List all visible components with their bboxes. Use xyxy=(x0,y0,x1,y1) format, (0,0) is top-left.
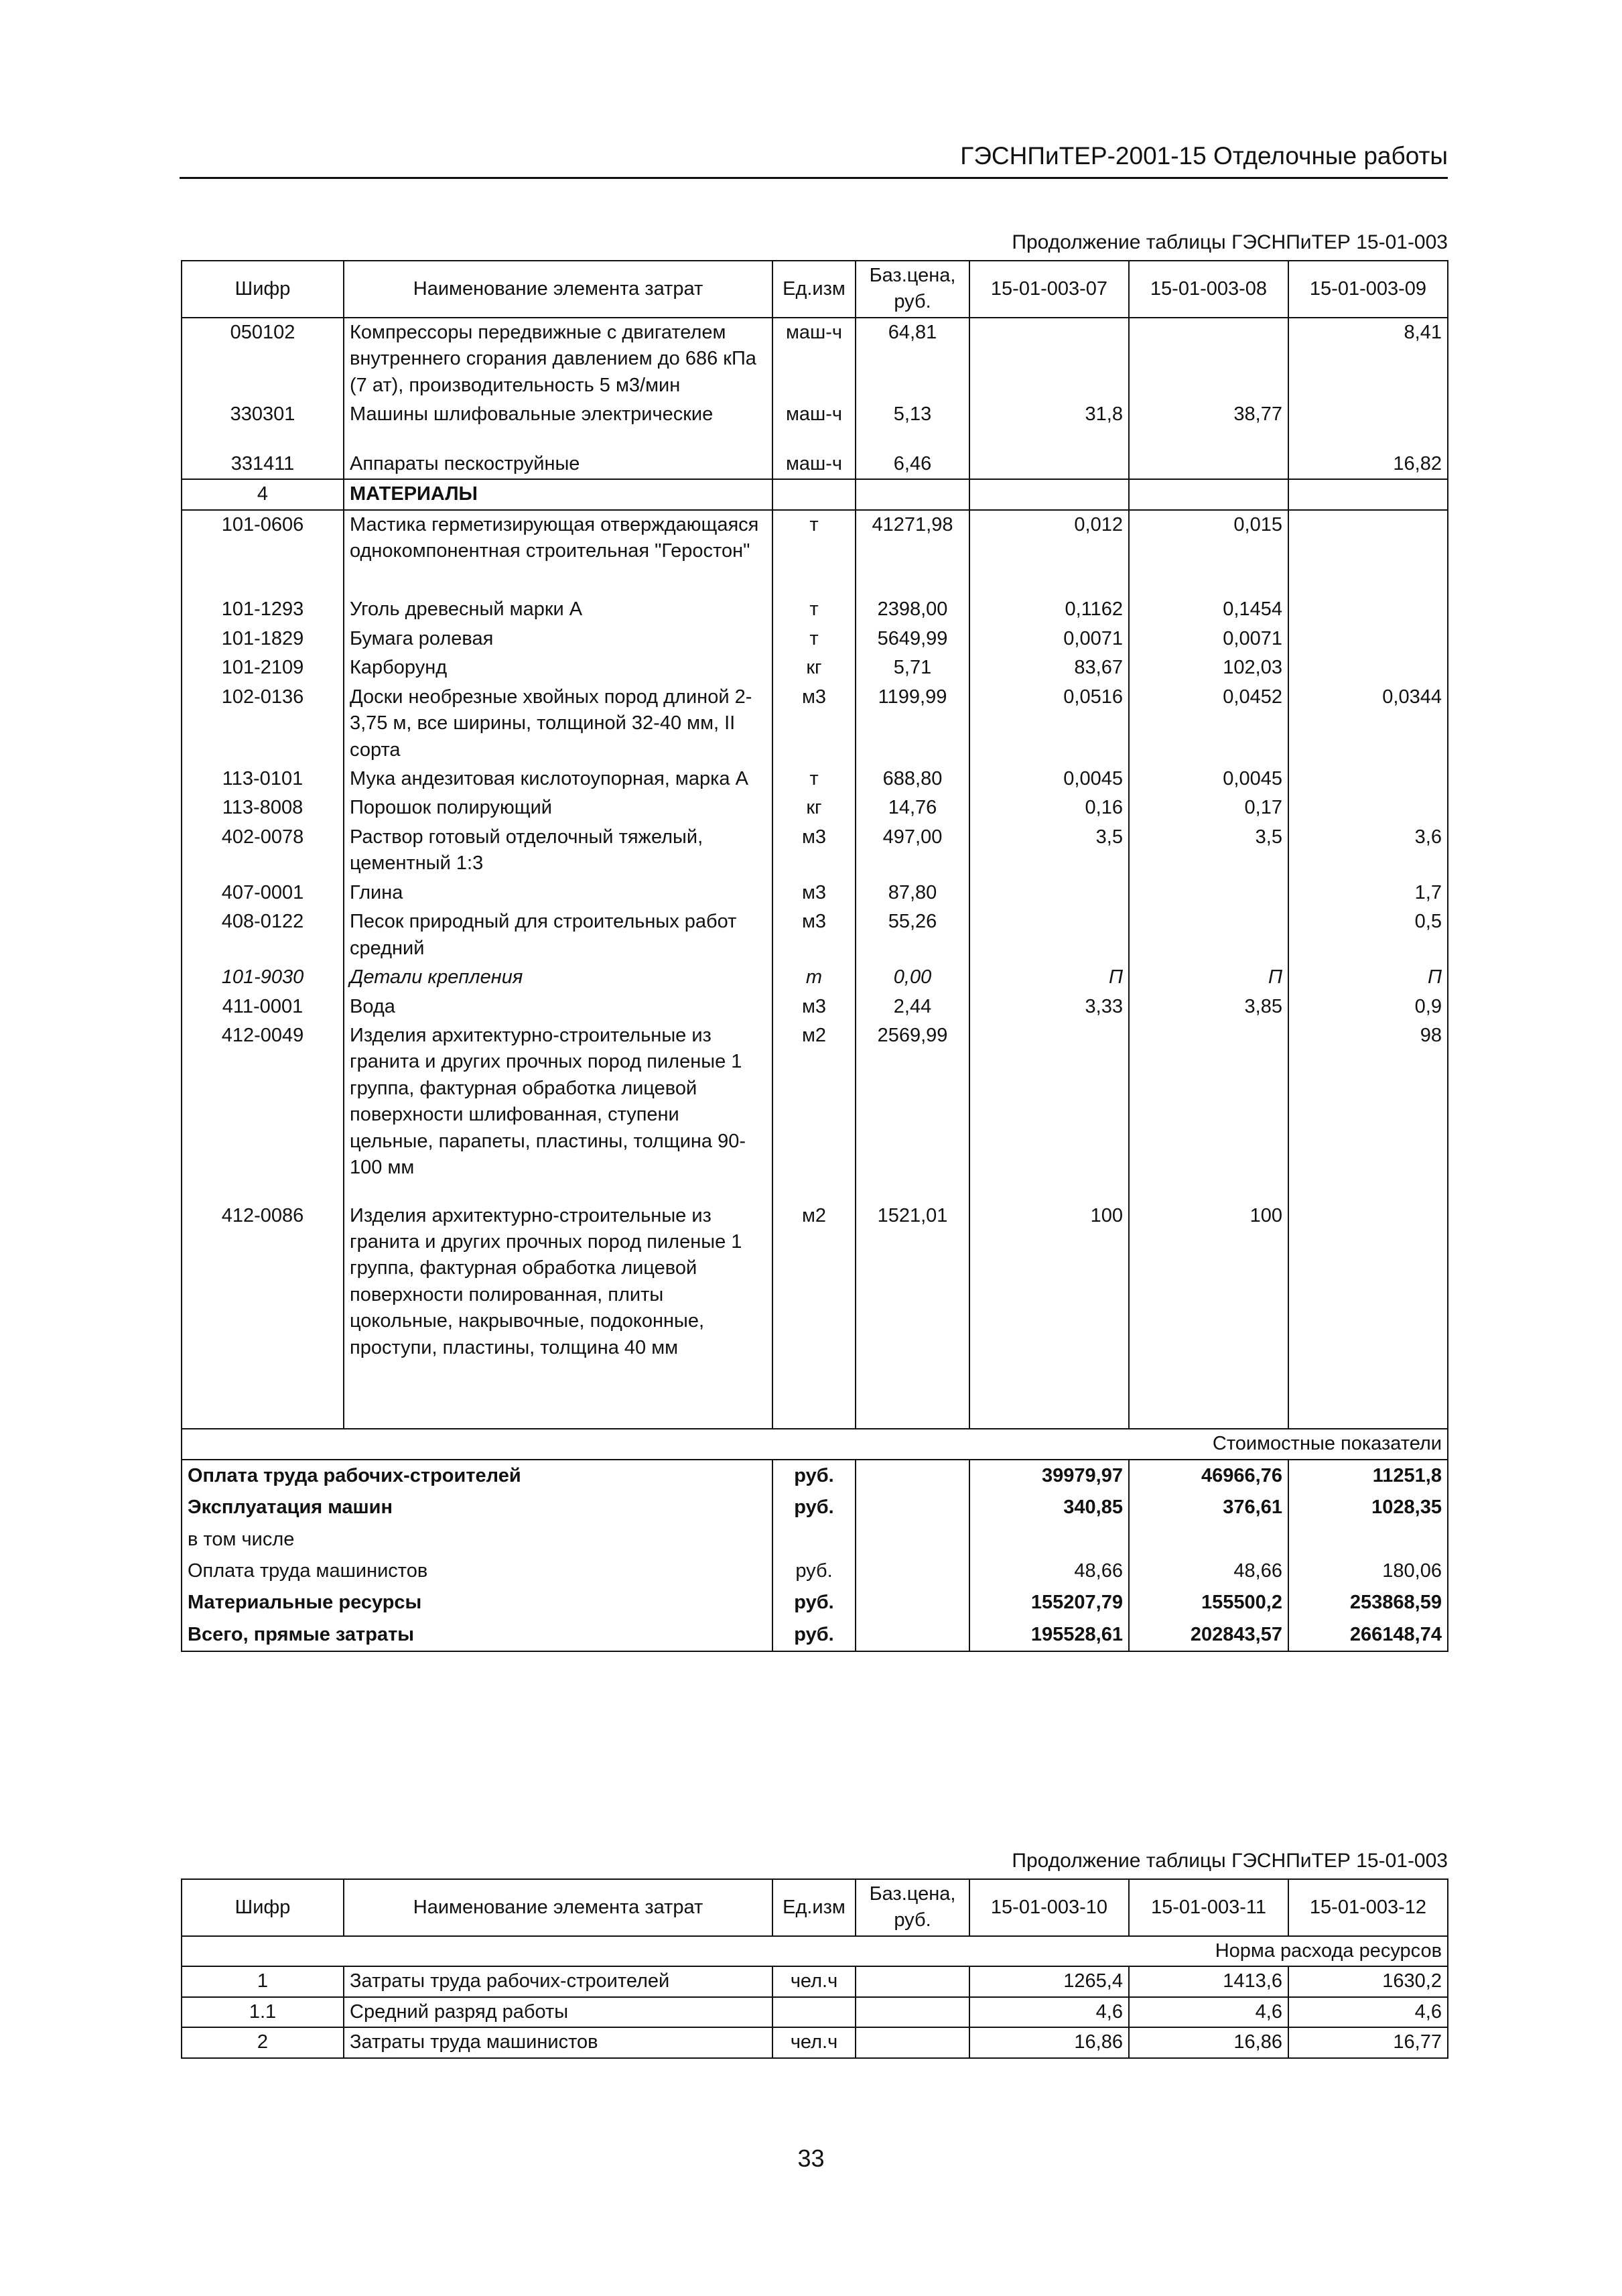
name-cell: Затраты труда машинистов xyxy=(344,2027,772,2057)
price-cell: 2,44 xyxy=(856,993,969,1021)
code-cell: 331411 xyxy=(182,450,344,479)
header-name: Наименование элемента затрат xyxy=(344,1879,772,1936)
name-cell: Карборунд xyxy=(344,653,772,682)
code-cell: 050102 xyxy=(182,318,344,400)
table-row xyxy=(182,510,1448,596)
indicator-unit: руб. xyxy=(772,1555,856,1587)
header-unit: Ед.изм xyxy=(772,261,856,318)
value-cell xyxy=(1129,318,1288,400)
table-row xyxy=(182,1021,1448,1202)
indicator-label: Эксплуатация машин xyxy=(182,1492,772,1523)
indicator-value xyxy=(1288,1524,1448,1555)
value-cell: 1413,6 xyxy=(1129,1966,1288,1996)
indicator-value: 180,06 xyxy=(1288,1555,1448,1587)
value-cell: 0,0045 xyxy=(969,765,1129,793)
norm-subheader: Норма расхода ресурсов xyxy=(182,1936,1448,1966)
code-cell: 101-1293 xyxy=(182,595,344,624)
empty-cell xyxy=(969,479,1129,509)
code-cell: 1 xyxy=(182,1966,344,1996)
table2-header-row xyxy=(182,1879,1448,1936)
indicator-row xyxy=(182,1587,1448,1618)
empty-cell xyxy=(856,1619,969,1651)
empty-cell xyxy=(1288,479,1448,509)
indicator-label: Оплата труда рабочих-строителей xyxy=(182,1460,772,1492)
name-cell: Затраты труда рабочих-строителей xyxy=(344,1966,772,1996)
price-cell: 5,13 xyxy=(856,400,969,449)
value-cell: 0,012 xyxy=(969,510,1129,596)
name-cell: Детали крепления xyxy=(344,963,772,992)
table-row xyxy=(182,1202,1448,1429)
code-cell: 101-9030 xyxy=(182,963,344,992)
table-row xyxy=(182,793,1448,822)
value-cell xyxy=(969,450,1129,479)
name-cell: Песок природный для строительных работ средний xyxy=(344,907,772,963)
indicator-unit: руб. xyxy=(772,1619,856,1651)
empty-cell xyxy=(856,1460,969,1492)
indicator-value: 340,85 xyxy=(969,1492,1129,1523)
name-cell: Аппараты пескоструйные xyxy=(344,450,772,479)
price-cell: 5,71 xyxy=(856,653,969,682)
unit-cell: т xyxy=(772,963,856,992)
name-cell: Мука андезитовая кислотоупорная, марка А xyxy=(344,765,772,793)
value-cell xyxy=(1288,625,1448,653)
unit-cell: кг xyxy=(772,793,856,822)
value-cell: 3,33 xyxy=(969,993,1129,1021)
value-cell: 3,6 xyxy=(1288,823,1448,879)
indicator-row xyxy=(182,1524,1448,1555)
price-cell: 497,00 xyxy=(856,823,969,879)
value-cell xyxy=(1288,765,1448,793)
price-cell: 55,26 xyxy=(856,907,969,963)
value-cell: 100 xyxy=(969,1202,1129,1429)
name-cell: Раствор готовый отделочный тяжелый, цементный 1:3 xyxy=(344,823,772,879)
value-cell: 3,5 xyxy=(1129,823,1288,879)
price-cell: 688,80 xyxy=(856,765,969,793)
section-row xyxy=(182,479,1448,509)
value-cell: 4,6 xyxy=(969,1997,1129,2027)
empty-cell xyxy=(1129,479,1288,509)
header-col-11: 15-01-003-11 xyxy=(1129,1879,1288,1936)
code-cell: 412-0049 xyxy=(182,1021,344,1202)
table1-header-row xyxy=(182,261,1448,318)
value-cell: 4,6 xyxy=(1288,1997,1448,2027)
indicator-label: Материальные ресурсы xyxy=(182,1587,772,1618)
code-cell: 101-1829 xyxy=(182,625,344,653)
indicator-label: Оплата труда машинистов xyxy=(182,1555,772,1587)
page-number: 33 xyxy=(797,2145,825,2172)
subheader-row xyxy=(182,1936,1448,1966)
price-cell: 2569,99 xyxy=(856,1021,969,1202)
code-cell: 408-0122 xyxy=(182,907,344,963)
value-cell: 16,86 xyxy=(969,2027,1129,2057)
value-cell: 0,0071 xyxy=(969,625,1129,653)
value-cell xyxy=(969,318,1129,400)
empty-cell xyxy=(856,1524,969,1555)
price-cell: 0,00 xyxy=(856,963,969,992)
indicator-value: 48,66 xyxy=(1129,1555,1288,1587)
unit-cell: м3 xyxy=(772,879,856,907)
table-row xyxy=(182,765,1448,793)
name-cell: Средний разряд работы xyxy=(344,1997,772,2027)
indicator-value: 266148,74 xyxy=(1288,1619,1448,1651)
unit-cell: чел.ч xyxy=(772,2027,856,2057)
header-code: Шифр xyxy=(182,1879,344,1936)
indicator-unit: руб. xyxy=(772,1460,856,1492)
price-cell xyxy=(856,2027,969,2057)
name-cell: Глина xyxy=(344,879,772,907)
empty-cell xyxy=(856,479,969,509)
price-cell: 41271,98 xyxy=(856,510,969,596)
table-row xyxy=(182,318,1448,400)
value-cell: 83,67 xyxy=(969,653,1129,682)
header-price: Баз.цена, руб. xyxy=(856,261,969,318)
table-row xyxy=(182,823,1448,879)
code-cell: 2 xyxy=(182,2027,344,2057)
indicators-title-row xyxy=(182,1429,1448,1459)
price-cell: 6,46 xyxy=(856,450,969,479)
indicator-label: в том числе xyxy=(182,1524,772,1555)
name-cell: Мастика герметизирующая отверждающаяся однокомпонентная строительная "Геростон" xyxy=(344,510,772,596)
table2-caption: Продолжение таблицы ГЭСНПиТЕР 15-01-003 xyxy=(1012,1850,1448,1872)
value-cell: 0,5 xyxy=(1288,907,1448,963)
empty-cell xyxy=(856,1492,969,1523)
indicator-value: 253868,59 xyxy=(1288,1587,1448,1618)
table-row xyxy=(182,400,1448,449)
table-row xyxy=(182,595,1448,624)
unit-cell: маш-ч xyxy=(772,450,856,479)
header-col-09: 15-01-003-09 xyxy=(1288,261,1448,318)
indicator-value: 155500,2 xyxy=(1129,1587,1288,1618)
name-cell: Машины шлифовальные электрические xyxy=(344,400,772,449)
header-col-10: 15-01-003-10 xyxy=(969,1879,1129,1936)
value-cell xyxy=(1129,907,1288,963)
value-cell: 31,8 xyxy=(969,400,1129,449)
unit-cell xyxy=(772,1997,856,2027)
price-cell: 2398,00 xyxy=(856,595,969,624)
header-code: Шифр xyxy=(182,261,344,318)
indicator-value: 195528,61 xyxy=(969,1619,1129,1651)
indicator-value: 202843,57 xyxy=(1129,1619,1288,1651)
code-cell: 1.1 xyxy=(182,1997,344,2027)
value-cell: 98 xyxy=(1288,1021,1448,1202)
value-cell: 102,03 xyxy=(1129,653,1288,682)
header-col-12: 15-01-003-12 xyxy=(1288,1879,1448,1936)
value-cell xyxy=(1129,879,1288,907)
price-cell: 14,76 xyxy=(856,793,969,822)
table-row xyxy=(182,653,1448,682)
value-cell: П xyxy=(1129,963,1288,992)
indicator-unit xyxy=(772,1524,856,1555)
name-cell: Порошок полирующий xyxy=(344,793,772,822)
value-cell: 100 xyxy=(1129,1202,1288,1429)
value-cell: П xyxy=(969,963,1129,992)
header-name: Наименование элемента затрат xyxy=(344,261,772,318)
value-cell xyxy=(1288,653,1448,682)
price-cell xyxy=(856,1966,969,1996)
unit-cell: т xyxy=(772,595,856,624)
value-cell xyxy=(1129,1021,1288,1202)
unit-cell: т xyxy=(772,510,856,596)
value-cell: 0,0344 xyxy=(1288,683,1448,765)
empty-cell xyxy=(772,479,856,509)
indicator-row xyxy=(182,1555,1448,1587)
name-cell: Доски необрезные хвойных пород длиной 2-3,75 м, все ширины, толщиной 32-40 мм, II сорта xyxy=(344,683,772,765)
table-row xyxy=(182,907,1448,963)
code-cell: 113-8008 xyxy=(182,793,344,822)
header-col-07: 15-01-003-07 xyxy=(969,261,1129,318)
code-cell: 330301 xyxy=(182,400,344,449)
unit-cell: м3 xyxy=(772,683,856,765)
value-cell xyxy=(969,879,1129,907)
price-cell: 1199,99 xyxy=(856,683,969,765)
indicator-label: Всего, прямые затраты xyxy=(182,1619,772,1651)
table-row xyxy=(182,963,1448,992)
value-cell xyxy=(969,1021,1129,1202)
value-cell xyxy=(1129,450,1288,479)
price-cell xyxy=(856,1997,969,2027)
name-cell: Вода xyxy=(344,993,772,1021)
indicator-value: 39979,97 xyxy=(969,1460,1129,1492)
indicator-row xyxy=(182,1492,1448,1523)
code-cell: 402-0078 xyxy=(182,823,344,879)
name-cell: Компрессоры передвижные с двигателем внутреннего сгорания давлением до 686 кПа (7 ат), производительность 5 м3/мин xyxy=(344,318,772,400)
name-cell: Бумага ролевая xyxy=(344,625,772,653)
section-title: МАТЕРИАЛЫ xyxy=(344,479,772,509)
value-cell: 0,1162 xyxy=(969,595,1129,624)
value-cell: 16,77 xyxy=(1288,2027,1448,2057)
value-cell: 0,0045 xyxy=(1129,765,1288,793)
value-cell: 3,85 xyxy=(1129,993,1288,1021)
value-cell: 0,015 xyxy=(1129,510,1288,596)
table-row xyxy=(182,879,1448,907)
value-cell: 0,0516 xyxy=(969,683,1129,765)
value-cell: 0,16 xyxy=(969,793,1129,822)
code-cell: 411-0001 xyxy=(182,993,344,1021)
value-cell: 0,0071 xyxy=(1129,625,1288,653)
unit-cell: м2 xyxy=(772,1202,856,1429)
table-row xyxy=(182,993,1448,1021)
value-cell: 0,1454 xyxy=(1129,595,1288,624)
table1-caption: Продолжение таблицы ГЭСНПиТЕР 15-01-003 xyxy=(1012,231,1448,253)
value-cell xyxy=(1288,793,1448,822)
value-cell xyxy=(969,907,1129,963)
unit-cell: маш-ч xyxy=(772,400,856,449)
value-cell: 16,82 xyxy=(1288,450,1448,479)
value-cell: 3,5 xyxy=(969,823,1129,879)
header-price: Баз.цена, руб. xyxy=(856,1879,969,1936)
indicator-value: 376,61 xyxy=(1129,1492,1288,1523)
unit-cell: кг xyxy=(772,653,856,682)
header-col-08: 15-01-003-08 xyxy=(1129,261,1288,318)
value-cell: 0,0452 xyxy=(1129,683,1288,765)
price-cell: 64,81 xyxy=(856,318,969,400)
value-cell: 1265,4 xyxy=(969,1966,1129,1996)
resource-table-1 xyxy=(181,260,1448,1652)
value-cell: 1,7 xyxy=(1288,879,1448,907)
indicator-row xyxy=(182,1619,1448,1651)
unit-cell: м3 xyxy=(772,823,856,879)
table-row xyxy=(182,625,1448,653)
empty-cell xyxy=(856,1555,969,1587)
name-cell: Изделия архитектурно-строительные из гранита и других прочных пород пиленые 1 группа, фактурная обработка лицевой поверхности полированная, плиты цокольные, накрывочные, подоконные, проступи, пластины, толщина 40 мм xyxy=(344,1202,772,1429)
indicator-unit: руб. xyxy=(772,1587,856,1618)
value-cell: 16,86 xyxy=(1129,2027,1288,2057)
table-row xyxy=(182,450,1448,479)
unit-cell: чел.ч xyxy=(772,1966,856,1996)
code-cell: 102-0136 xyxy=(182,683,344,765)
resource-table-2 xyxy=(181,1878,1448,2059)
value-cell: 0,17 xyxy=(1129,793,1288,822)
indicator-value xyxy=(969,1524,1129,1555)
value-cell xyxy=(1288,595,1448,624)
empty-cell xyxy=(856,1587,969,1618)
code-cell: 113-0101 xyxy=(182,765,344,793)
table-row xyxy=(182,683,1448,765)
code-cell: 407-0001 xyxy=(182,879,344,907)
name-cell: Изделия архитектурно-строительные из гранита и других прочных пород пиленые 1 группа, фактурная обработка лицевой поверхности шлифованная, ступени цельные, парапеты, пластины, толщина 90-100 мм xyxy=(344,1021,772,1202)
unit-cell: т xyxy=(772,765,856,793)
indicator-row xyxy=(182,1460,1448,1492)
unit-cell: м3 xyxy=(772,907,856,963)
value-cell: 8,41 xyxy=(1288,318,1448,400)
value-cell: 38,77 xyxy=(1129,400,1288,449)
indicator-value: 11251,8 xyxy=(1288,1460,1448,1492)
value-cell: 0,9 xyxy=(1288,993,1448,1021)
unit-cell: маш-ч xyxy=(772,318,856,400)
value-cell xyxy=(1288,400,1448,449)
price-cell: 87,80 xyxy=(856,879,969,907)
table-row xyxy=(182,1997,1448,2027)
value-cell xyxy=(1288,510,1448,596)
unit-cell: т xyxy=(772,625,856,653)
value-cell: 4,6 xyxy=(1129,1997,1288,2027)
value-cell: П xyxy=(1288,963,1448,992)
indicator-value: 46966,76 xyxy=(1129,1460,1288,1492)
header-unit: Ед.изм xyxy=(772,1879,856,1936)
code-cell: 101-2109 xyxy=(182,653,344,682)
value-cell xyxy=(1288,1202,1448,1429)
value-cell: 1630,2 xyxy=(1288,1966,1448,1996)
unit-cell: м2 xyxy=(772,1021,856,1202)
code-cell: 101-0606 xyxy=(182,510,344,596)
indicator-value xyxy=(1129,1524,1288,1555)
code-cell: 412-0086 xyxy=(182,1202,344,1429)
price-cell: 1521,01 xyxy=(856,1202,969,1429)
indicator-value: 155207,79 xyxy=(969,1587,1129,1618)
indicator-value: 48,66 xyxy=(969,1555,1129,1587)
price-cell: 5649,99 xyxy=(856,625,969,653)
name-cell: Уголь древесный марки А xyxy=(344,595,772,624)
table-row xyxy=(182,2027,1448,2057)
unit-cell: м3 xyxy=(772,993,856,1021)
indicator-unit: руб. xyxy=(772,1492,856,1523)
page-header: ГЭСНПиТЕР-2001-15 Отделочные работы xyxy=(180,142,1448,179)
indicators-title: Стоимостные показатели xyxy=(182,1429,1448,1459)
section-code: 4 xyxy=(182,479,344,509)
indicator-value: 1028,35 xyxy=(1288,1492,1448,1523)
table-row xyxy=(182,1966,1448,1996)
